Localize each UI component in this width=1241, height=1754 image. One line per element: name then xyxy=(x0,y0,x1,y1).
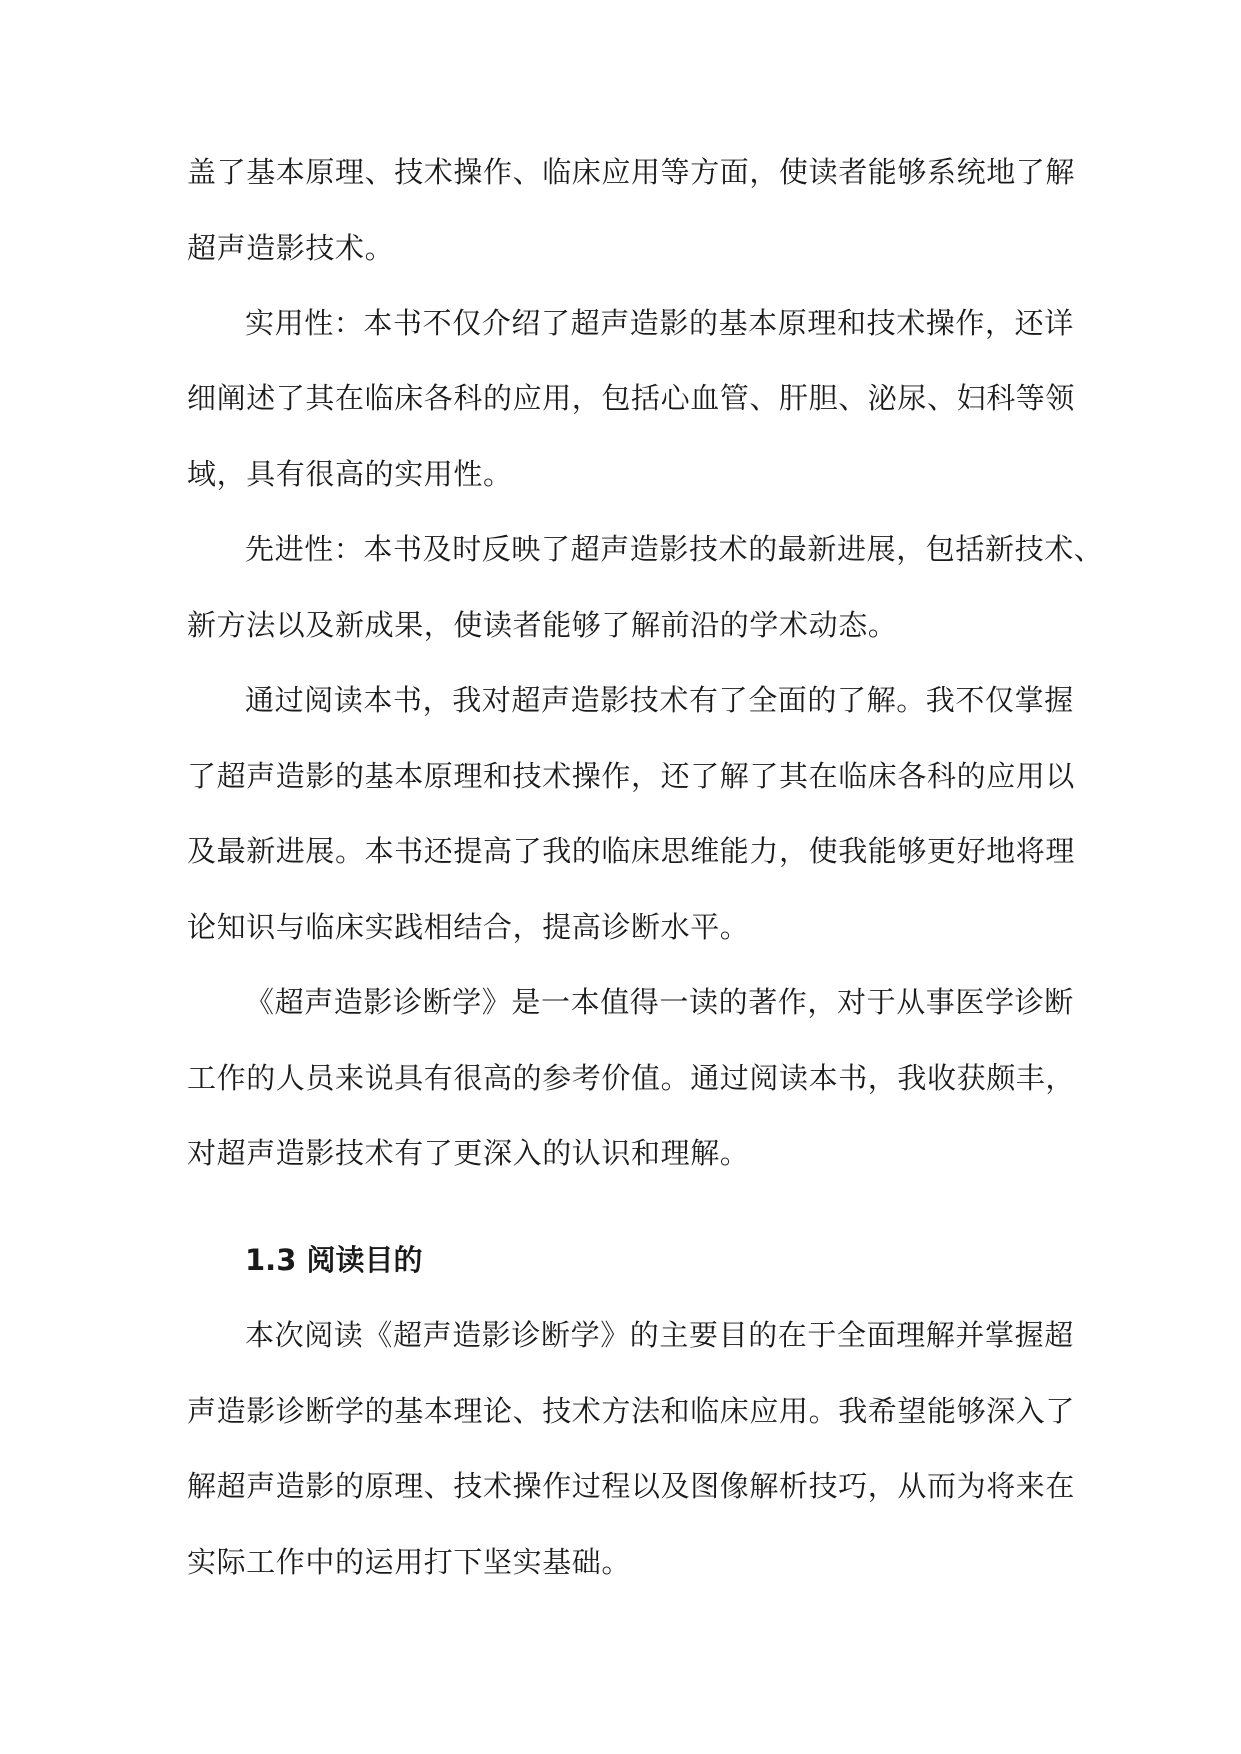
text-line: 《超声造影诊断学》是一本值得一读的著作，对于从事医学诊断 xyxy=(245,985,1074,1019)
text-line: 先进性：本书及时反映了超声造影技术的最新进展，包括新技术、 xyxy=(245,532,1104,566)
text-line: 实际工作中的运用打下坚实基础。 xyxy=(187,1545,632,1579)
text-line: 盖了基本原理、技术操作、临床应用等方面，使读者能够系统地了解 xyxy=(187,155,1076,189)
text-line: 细阐述了其在临床各科的应用，包括心血管、肝胆、泌尿、妇科等领 xyxy=(187,381,1076,415)
text-line: 本次阅读《超声造影诊断学》的主要目的在于全面理解并掌握超 xyxy=(245,1318,1074,1352)
text-line: 实用性：本书不仅介绍了超声造影的基本原理和技术操作，还详 xyxy=(245,306,1074,340)
text-line: 域，具有很高的实用性。 xyxy=(187,457,513,491)
text-line: 通过阅读本书，我对超声造影技术有了全面的了解。我不仅掌握 xyxy=(245,683,1074,717)
text-line: 论知识与临床实践相结合，提高诊断水平。 xyxy=(187,910,750,944)
text-line: 了超声造影的基本原理和技术操作，还了解了其在临床各科的应用以 xyxy=(187,759,1076,793)
text-line: 声造影诊断学的基本理论、技术方法和临床应用。我希望能够深入了 xyxy=(187,1394,1076,1428)
text-line: 超声造影技术。 xyxy=(187,231,395,265)
section-heading: 1.3 阅读目的 xyxy=(245,1243,423,1277)
text-line: 工作的人员来说具有很高的参考价值。通过阅读本书，我收获颇丰， xyxy=(187,1061,1076,1095)
text-line: 及最新进展。本书还提高了我的临床思维能力，使我能够更好地将理 xyxy=(187,834,1076,868)
text-line: 新方法以及新成果，使读者能够了解前沿的学术动态。 xyxy=(187,608,898,642)
text-line: 对超声造影技术有了更深入的认识和理解。 xyxy=(187,1136,750,1170)
text-line: 解超声造影的原理、技术操作过程以及图像解析技巧，从而为将来在 xyxy=(187,1469,1076,1503)
